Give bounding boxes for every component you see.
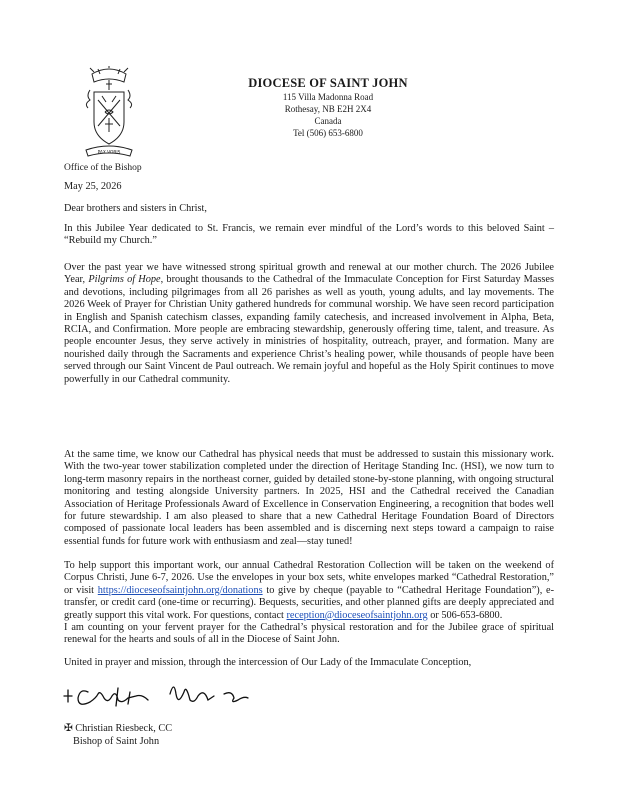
paragraph-jubilee: In this Jubilee Year dedicated to St. Francis, we remain ever mindful of the Lord’s words to this beloved Saint – “Rebuild my Church.” [64,223,554,247]
letter-date: May 25, 2026 [64,181,122,192]
paragraph-collection [64,560,554,622]
office-label: Office of the Bishop [64,163,142,173]
salutation: Dear brothers and sisters in Christ, [64,203,207,214]
paragraph-prayer: I am counting on your fervent prayer for the Cathedral’s physical restoration and for the Jubilee grace of spiritual renewal for the hearts and souls of all in the Diocese of Saint John. [64,622,554,646]
crest-motto: PAX VOBIS [97,150,121,156]
paragraph-collection-text-end: or 506-653-6800. [427,609,503,621]
reception-email-link[interactable]: reception@dioceseofsaintjohn.org [286,609,428,621]
paragraph-growth [64,262,554,386]
signer-name: ✠ Christian Riesbeck, CC [64,723,173,734]
closing-line: United in prayer and mission, through the intercession of Our Lady of the Immaculate Conception, [64,657,472,668]
handwritten-signature-icon [58,670,298,718]
paragraph-collection-text: To help support this important work, our annual Cathedral Restoration Collection will be taken on the weekend of Corpus Christi, June 6-7, 2026. Use the envelopes in your box sets, white envelopes marked “Cathedral Restoration,” or visit [64,560,554,596]
address-city: Rothesay, NB E2H 2X4 [284,104,372,114]
paragraph-growth-text-cont: , brought thousands to the Cathedral of the Immaculate Conception for First Saturday Masses and devotions, including pilgrimages from all 26 parishes as well as youth, young adults, and lay movements. The 2026 Week of Prayer for Christian Unity gathered hundreds for communal worship. We have seen record participation in English and Spanish catechism classes, expanding family catechesis, and increased involvement in Alpha, Beta, RCIA, and Confirmation. More people are embracing stewardship, generously offering time, talent, and treasure. As people encounter Jesus, they serve actively in ministries of hospitality, outreach, prayer, and formation. Many are nourished daily through the Sacraments and experience Christ’s healing power, while thousands of people have been served through our Saint Vincent de Paul outreach. We remain joyful and hopeful as the Holy Spirit continues to move powerfully in our Cathedral community. [64,274,555,385]
address-country: Canada [314,116,342,126]
paragraph-collection-text-cont: to give by cheque (payable to “Cathedral Heritage Foundation”), e-transfer, or credit card (one-time or recurring). Bequests, securities, and other planned gifts are deeply appreciated and greatly support this vital work. For questions, contact [64,584,554,621]
donations-link[interactable]: https://dioceseofsaintjohn.org/donations [97,584,263,596]
jubilee-theme: Pilgrims of Hope [88,274,161,286]
diocese-crest-icon [80,66,138,162]
diocese-name: DIOCESE OF SAINT JOHN [248,76,408,90]
address-street: 115 Villa Madonna Road [282,92,374,102]
letterhead [228,76,428,139]
paragraph-restoration: At the same time, we know our Cathedral has physical needs that must be addressed to sustain this missionary work. With the two-year tower stabilization completed under the direction of Heritage Standing Inc. (HSI), we now turn to long-term masonry repairs in the northeast corner, guided by detailed stone-by-stone planning, with ongoing structural monitoring and testing alongside University partners. In 2025, HSI and the Cathedral received the Canadian Association of Heritage Professionals Award of Excellence in Conservation Engineering, a recognition that bodes well for future stewardship. I am also pleased to share that a new Cathedral Heritage Foundation Board of Directors composed of passionate local leaders has been assembled and is discerning next steps toward a campaign to raise essential funds for future work with enthusiasm and zeal—stay tuned! [64,449,554,547]
paragraph-growth-text: Over the past year we have witnessed strong spiritual growth and renewal at our mother church. The 2026 Jubilee Year, [64,262,554,286]
signer-title: Bishop of Saint John [73,736,160,747]
phone-number: Tel (506) 653-6800 [293,128,363,138]
